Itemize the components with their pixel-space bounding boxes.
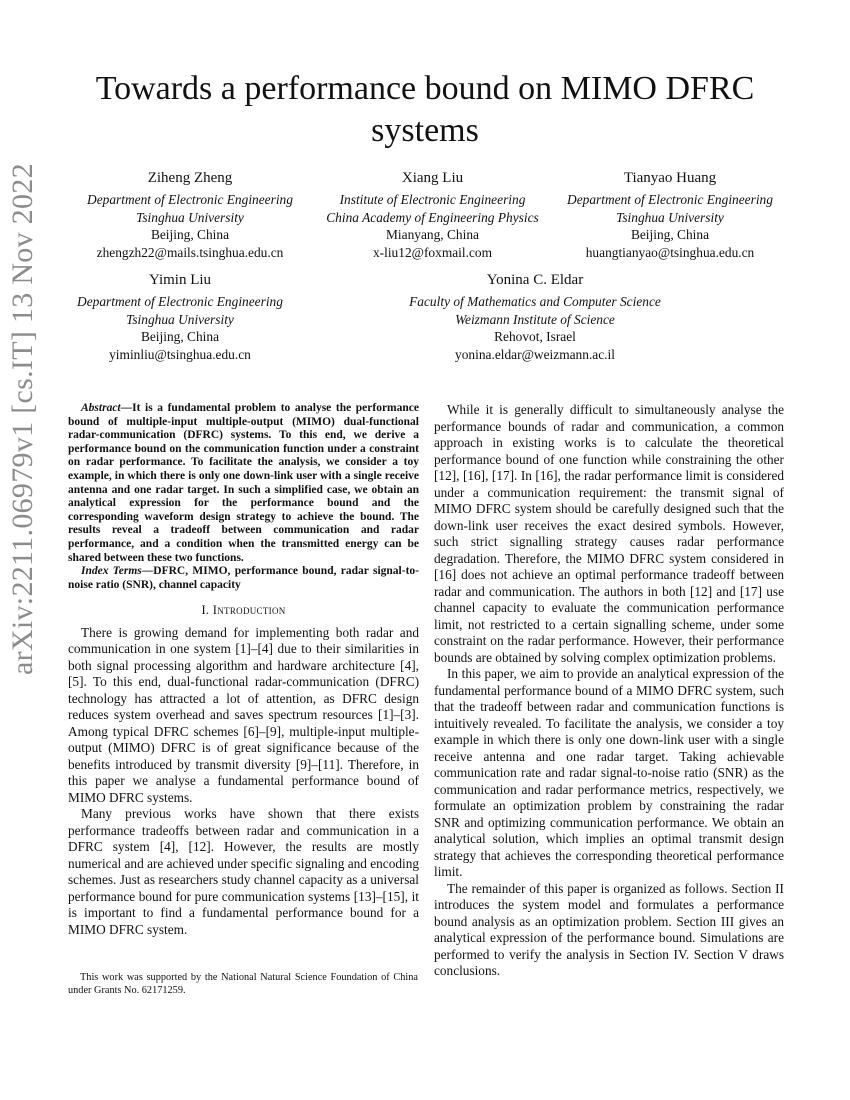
paper-title: Towards a performance bound on MIMO DFRC systems <box>95 70 755 149</box>
arxiv-id: arXiv:2211.06979v1 [cs.IT] 13 Nov 2022 <box>6 163 39 675</box>
author-block <box>55 271 305 363</box>
author-dept: Faculty of Mathematics and Computer Science <box>409 294 661 309</box>
author-email: x-liu12@foxmail.com <box>372 244 493 260</box>
author-inst: Tsinghua University <box>136 209 244 225</box>
abstract-label: Abstract <box>81 402 121 414</box>
author-dept: Department of Electronic Engineering <box>87 192 293 207</box>
author-location: Beijing, China <box>140 329 220 344</box>
section-heading <box>68 602 419 619</box>
author-name: Yonina C. Eldar <box>486 272 584 288</box>
author-block <box>550 169 790 261</box>
intro-paragraph: There is growing demand for implementing both radar and communication in one system [1]–[4] due to their similarities in both signal processing algorithm and hardware architecture [4], [5]. To this end, dual-functional radar-communication (DFRC) technology has attracted a lot of attention, as DFRC design reduces system overhead and saves spectrum resources [1]–[3]. Among typical DFRC schemes [6]–[9], multiple-input multiple-output (MIMO) DFRC is of great significance because of the benefits introduced by transmit diversity [9]–[11]. Therefore, in this paper we analyse a fundamental performance bound of MIMO DFRC systems. <box>68 624 419 805</box>
author-dept: Institute of Electronic Engineering <box>339 192 526 207</box>
section-number: I. <box>201 603 210 618</box>
index-terms <box>68 565 419 592</box>
author-block <box>70 169 310 261</box>
author-inst: Tsinghua University <box>616 209 724 225</box>
author-location: Beijing, China <box>630 227 710 242</box>
index-terms-text: —DFRC, MIMO, performance bound, radar signal-to-noise ratio (SNR), channel capacity <box>68 565 419 591</box>
section-title: Introduction <box>212 603 286 618</box>
author-name: Yimin Liu <box>148 272 212 288</box>
author-block <box>390 271 680 363</box>
footnote: This work was supported by the National Natural Science Foundation of China under Grants No. 62171259. <box>68 972 418 996</box>
author-name: Tianyao Huang <box>623 170 717 186</box>
author-name: Xiang Liu <box>401 170 464 186</box>
author-location: Beijing, China <box>150 227 230 242</box>
author-inst: Weizmann Institute of Science <box>455 311 615 327</box>
right-column <box>434 402 784 980</box>
author-location: Mianyang, China <box>386 227 479 242</box>
left-column <box>68 402 419 938</box>
author-dept: Department of Electronic Engineering <box>567 192 773 207</box>
author-inst: China Academy of Engineering Physics <box>326 209 539 225</box>
arxiv-watermark <box>6 163 39 695</box>
author-email: yiminliu@tsinghua.edu.cn <box>109 346 251 362</box>
abstract-text: —It is a fundamental problem to analyse the performance bound of multiple-input multiple-output (MIMO) dual-functional radar-communication (DFRC) systems. To this end, we derive a performance bound on the communication function under a constraint on radar performance. To facilitate the analysis, we consider a toy example, in which there is only one down-link user with a single receive antenna and one radar target. In such a simplified case, we obtain an analytical expression for the performance bound and the corresponding waveform design strategy to achieve the bound. The results reveal a tradeoff between communication and radar performance, and a condition when the transmitted energy can be shared between these two functions. <box>68 402 419 564</box>
index-terms-label: Index Terms <box>81 565 142 578</box>
author-email: yonina.eldar@weizmann.ac.il <box>455 346 615 362</box>
author-email: huangtianyao@tsinghua.edu.cn <box>585 244 755 260</box>
intro-paragraph: Many previous works have shown that there exists performance tradeoffs between radar and communication in a DFRC system [4], [12]. However, the results are mostly numerical and are achieved under specific signaling and encoding schemes. Just as researchers study channel capacity as a universal performance bound for pure communication systems [13]–[15], it is important to find a fundamental performance bound for a MIMO DFRC system. <box>68 806 419 937</box>
abstract <box>68 402 419 565</box>
body-paragraph: In this paper, we aim to provide an analytical expression of the fundamental performance bound of a MIMO DFRC system, such that the tradeoff between radar and communication functions is intuitively revealed. To facilitate the analysis, we consider a toy example in which there is only one down-link user with a single receive antenna and one radar target. Taking achievable communication rate and radar signal-to-noise ratio (SNR) as the communication and radar performance metrics, respectively, we formulate an optimization problem by constraining the radar SNR and optimizing communication performance. We obtain an analytical solution, which implies an optimal transmit design strategy that achieves the corresponding theoretical performance limit. <box>434 666 784 879</box>
author-dept: Department of Electronic Engineering <box>77 294 283 309</box>
body-paragraph: The remainder of this paper is organized as follows. Section II introduces the system model and formulates a performance bound analysis as an optimization problem. Section III gives an analytical expression of the performance bound. Simulations are performed to verify the analysis in Section IV. Section V draws conclusions. <box>434 880 784 978</box>
author-email: zhengzh22@mails.tsinghua.edu.cn <box>96 244 284 260</box>
author-block <box>305 169 560 261</box>
author-location: Rehovot, Israel <box>494 329 576 344</box>
body-paragraph: While it is generally difficult to simultaneously analyse the performance bounds of radar and communication, a common approach in existing works is to calculate the theoretical performance bound of one function while constraining the other [12], [16], [17]. In [16], the radar performance limit is considered under a communication requirement: the transmit signal of MIMO DFRC system should be carefully designed such that the down-link user receives the exact desired symbols. However, such strict signalling strategy causes radar performance degradation. Therefore, the MIMO DFRC system considered in [16] does not achieve an optimal performance tradeoff between radar and communication. The authors in both [12] and [17] use channel capacity to evaluate the communication performance limit, not restricted to a certain signalling scheme, under some constraint on the radar performance. However, their performance bounds are obtained by solving complex optimization problems. <box>434 402 784 665</box>
author-name: Ziheng Zheng <box>147 170 233 186</box>
author-inst: Tsinghua University <box>126 311 234 327</box>
